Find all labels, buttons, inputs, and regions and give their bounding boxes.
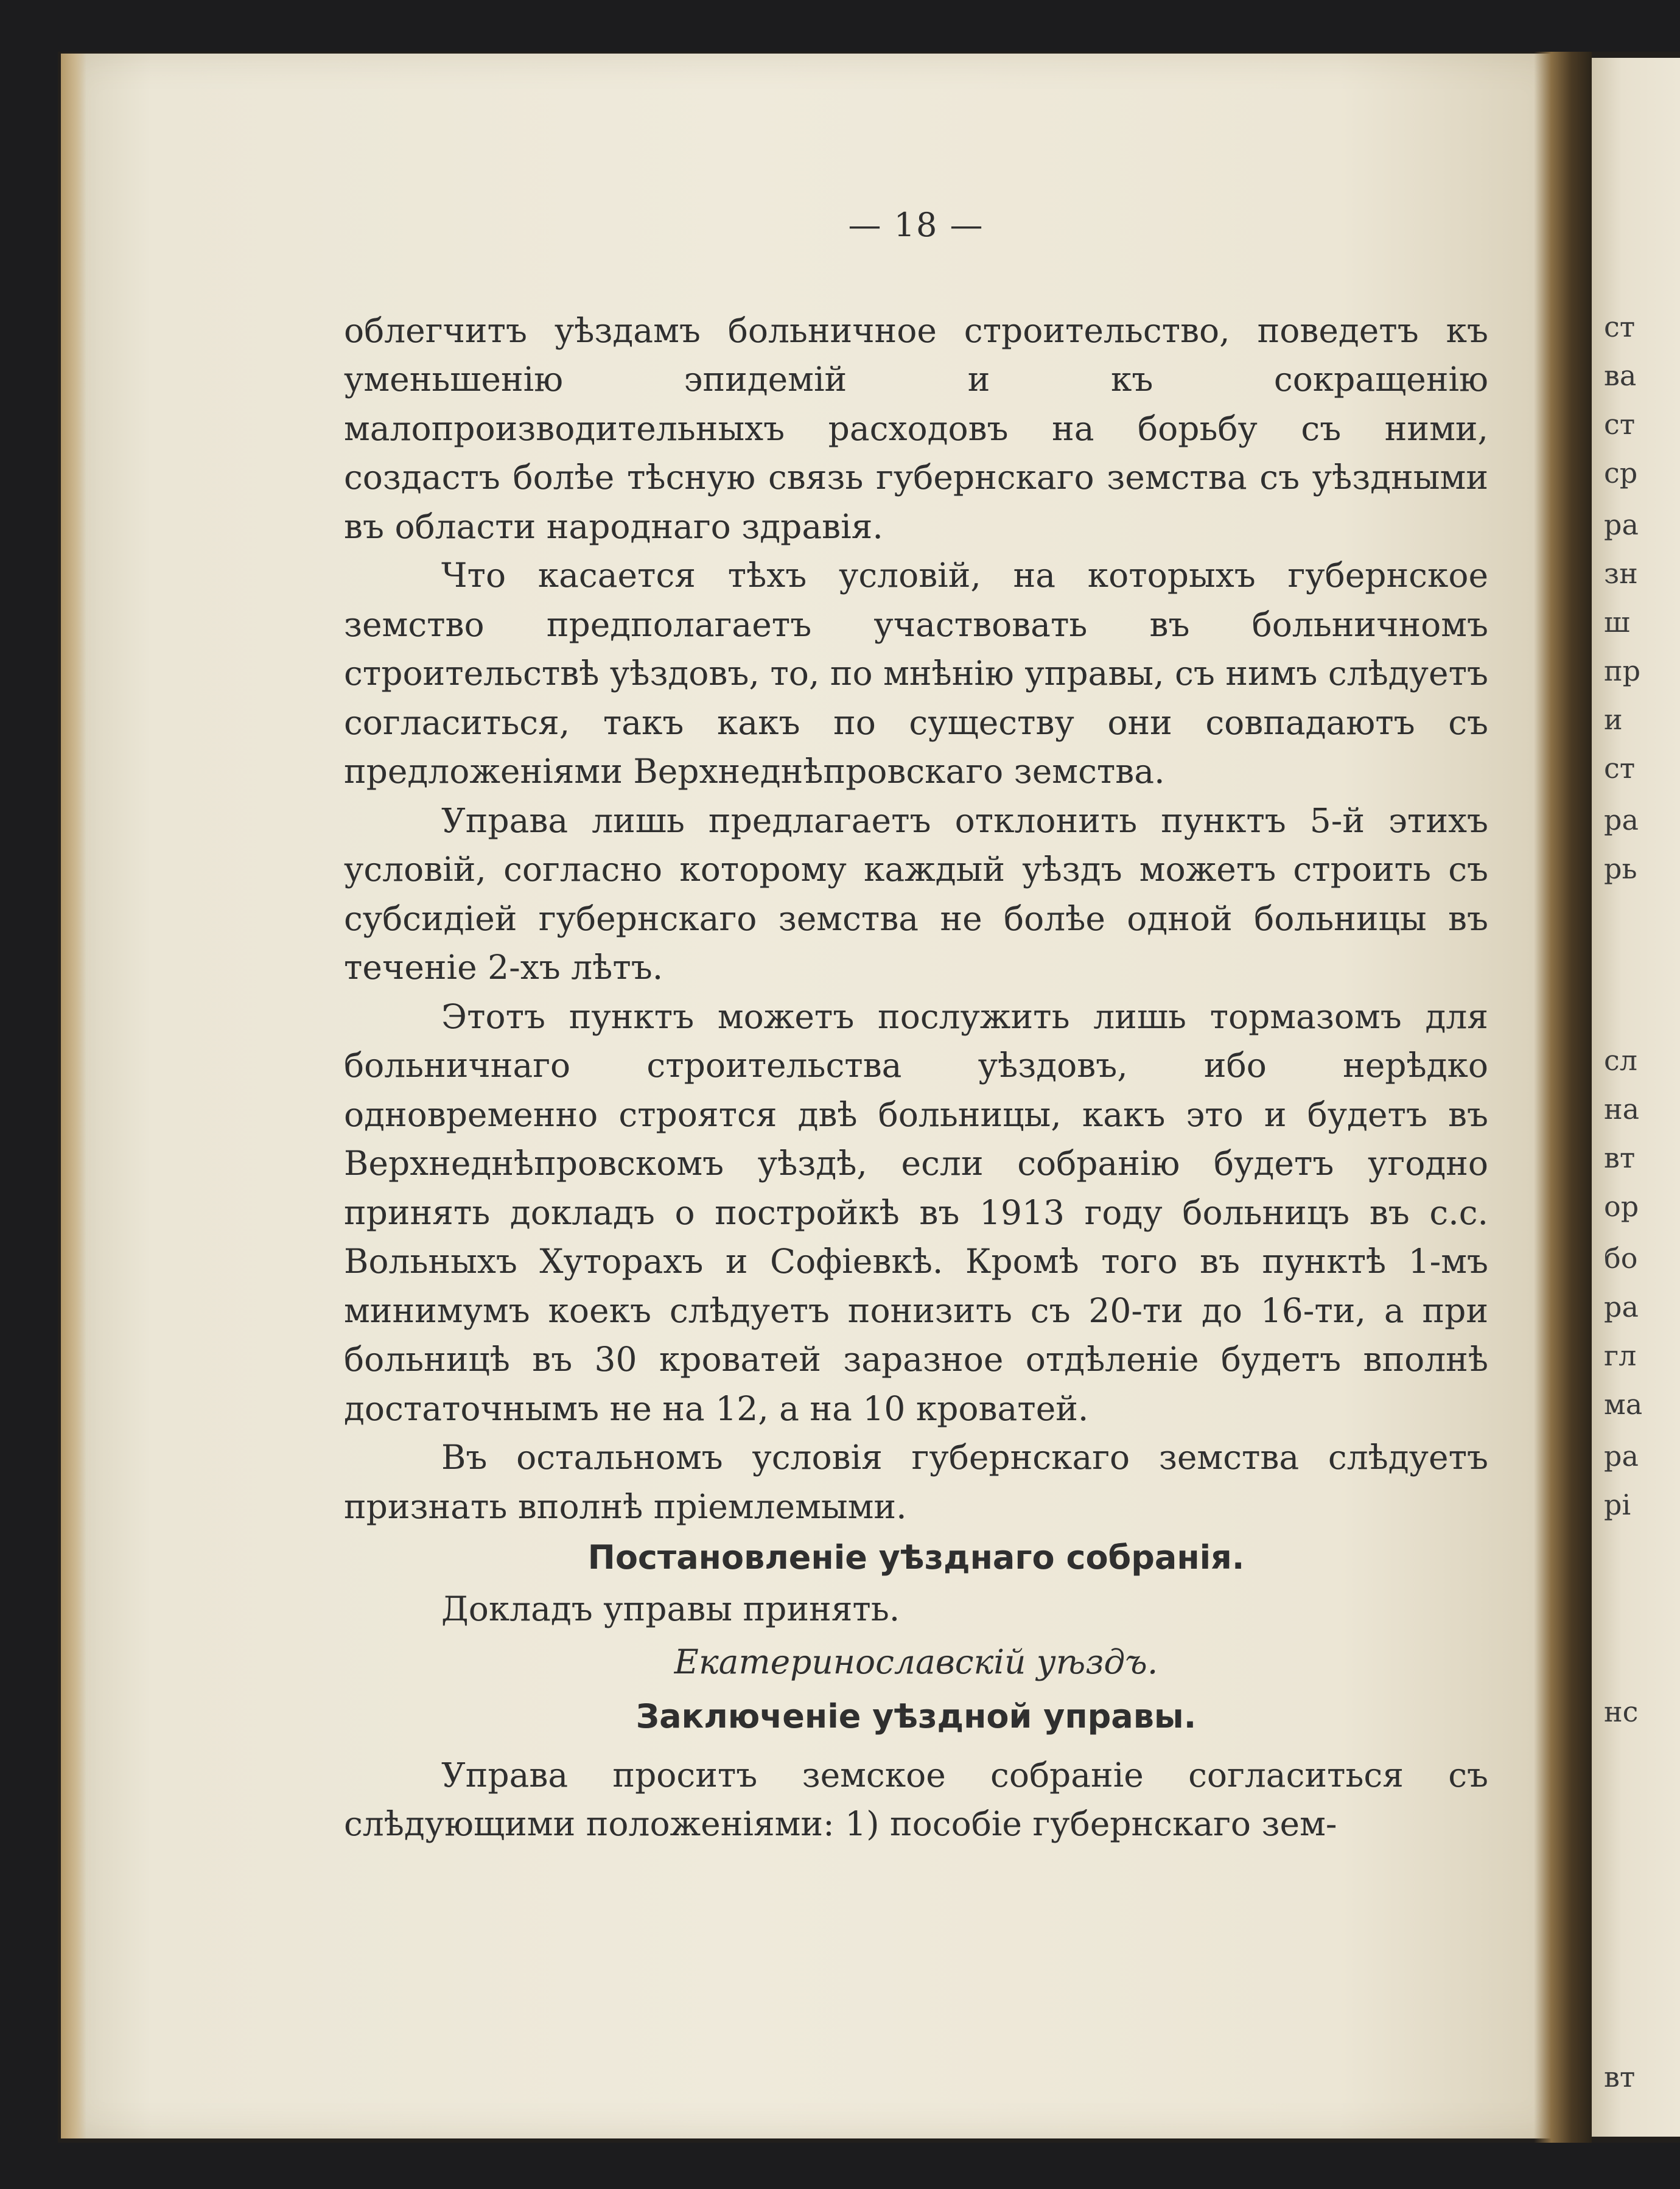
district-title: Екатеринославскій уѣздъ.: [674, 1642, 1158, 1681]
paragraph: Управа проситъ земское собраніе согласиться съ слѣдующими положеніями: 1) пособіе губернскаго зем-: [344, 1755, 1488, 1843]
book-gutter: [1534, 52, 1592, 2143]
paragraph: облегчитъ уѣздамъ больничное строительство, поведетъ къ уменьшенію эпидемій и къ сокращенію малопроизводительныхъ расходовъ на борьбу съ ними, создастъ болѣе тѣсную связь губернскаго земства съ уѣздными въ области народнаго здравія.: [344, 310, 1488, 546]
page-content: [344, 201, 1488, 1849]
facing-page-fragment: ма: [1604, 1388, 1643, 1421]
facing-page-fragment: вт: [1604, 2061, 1636, 2093]
facing-page-fragment: на: [1604, 1093, 1640, 1126]
page-edge: [61, 54, 86, 2138]
facing-page-fragment: ср: [1604, 457, 1638, 489]
facing-page-fragment: бо: [1604, 1242, 1638, 1275]
facing-page-fragment: зн: [1604, 557, 1638, 590]
conclusion-heading: Заключеніе уѣздной управы.: [635, 1697, 1197, 1735]
facing-page-fragment: вт: [1604, 1141, 1636, 1174]
facing-page-fragment: рь: [1604, 852, 1637, 885]
paragraph: Этотъ пунктъ можетъ послужить лишь тормазомъ для больничнаго строительства уѣздовъ, ибо нерѣдко одновременно строятся двѣ больницы, какъ это и будетъ въ Верхнеднѣпровскомъ уѣздѣ, если собранію будетъ угодно принять докладъ о постройкѣ въ 1913 году больницъ въ с.с. Вольныхъ Хуторахъ и Софіевкѣ. Кромѣ того въ пунктѣ 1-мъ минимумъ коекъ слѣдуетъ понизить съ 20-ти до 16-ти, а при больницѣ въ 30 кроватей заразное отдѣленіе будетъ вполнѣ достаточнымъ не на 12, а на 10 кроватей.: [344, 996, 1488, 1428]
facing-page-fragment: ва: [1604, 359, 1637, 392]
paragraph: Управа лишь предлагаетъ отклонить пунктъ 5-й этихъ условій, согласно которому каждый уѣздъ можетъ строить съ субсидіей губернскаго земства не болѣе одной больницы въ теченіе 2-хъ лѣтъ.: [344, 800, 1488, 987]
page-number: — 18 —: [848, 206, 984, 244]
facing-page-fragment: пр: [1604, 654, 1641, 687]
facing-page-fragment: ор: [1604, 1190, 1639, 1223]
facing-page-fragment: ра: [1604, 1291, 1639, 1323]
facing-page-fragment: ра: [1604, 804, 1639, 836]
facing-page-fragment: ст: [1604, 310, 1636, 343]
facing-page-fragment: рі: [1604, 1488, 1631, 1521]
resolution-text: Докладъ управы принять.: [441, 1589, 900, 1628]
paragraph: Что касается тѣхъ условій, на которыхъ губернское земство предполагаетъ участвовать въ больничномъ строительствѣ уѣздовъ, то, по мнѣнію управы, съ нимъ слѣдуетъ согласиться, такъ какъ по существу они совпадаютъ съ предложеніями Верхнеднѣпровскаго земства.: [344, 556, 1488, 791]
facing-page-fragment: ст: [1604, 752, 1636, 785]
facing-page-fragment: ра: [1604, 1440, 1639, 1473]
facing-page-fragment: ст: [1604, 408, 1636, 441]
facing-page-fragment: и: [1604, 703, 1623, 736]
facing-page: [1583, 58, 1680, 2137]
paragraph: Въ остальномъ условія губернскаго земства слѣдуетъ признать вполнѣ пріемлемыми.: [344, 1438, 1488, 1526]
facing-page-fragment: ш: [1604, 606, 1630, 639]
facing-page-fragment: сл: [1604, 1044, 1637, 1077]
facing-page-fragment: гл: [1604, 1339, 1637, 1372]
facing-page-fragment: ра: [1604, 508, 1639, 541]
resolution-heading: Постановленіе уѣзднаго собранія.: [587, 1538, 1245, 1577]
facing-page-fragment: нс: [1604, 1695, 1639, 1728]
